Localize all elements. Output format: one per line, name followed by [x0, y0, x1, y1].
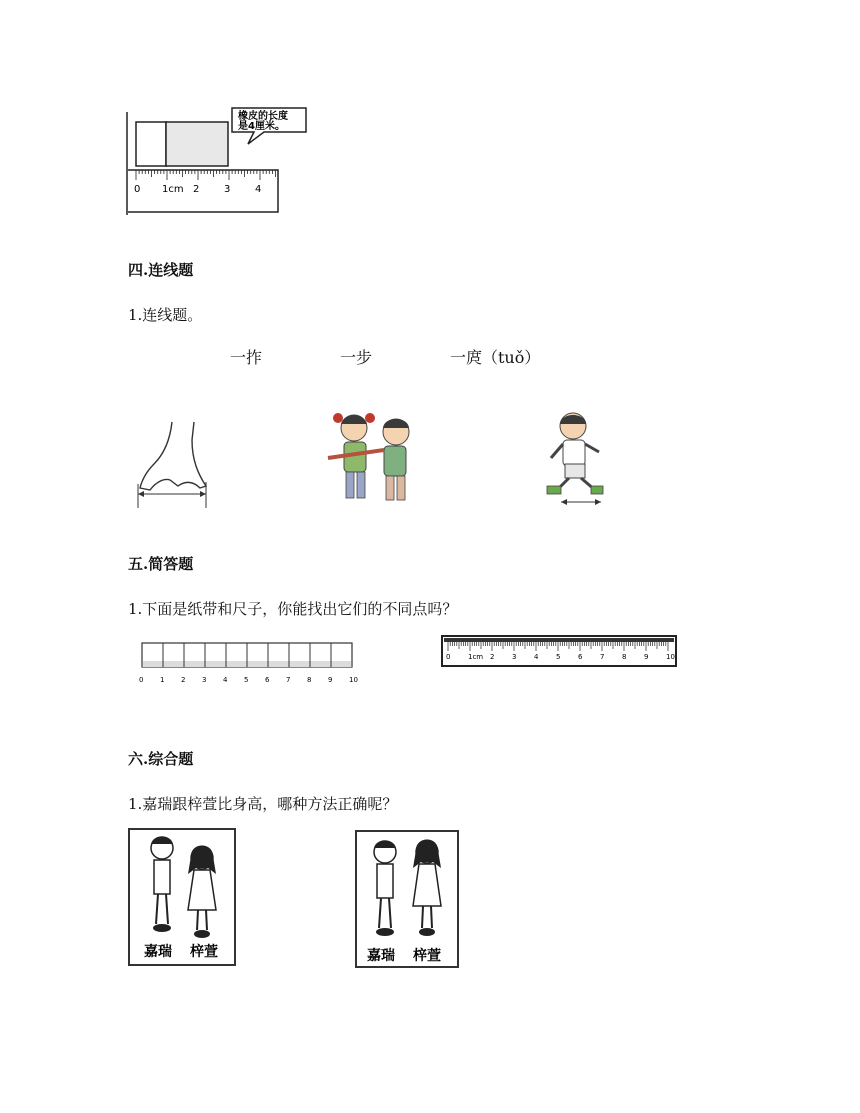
name-girl-b: 梓萱 — [413, 948, 441, 964]
eraser-ruler-figure — [124, 100, 314, 220]
strip-label: 3 — [202, 676, 207, 684]
height-compare-method-b — [355, 830, 461, 970]
name-boy-a: 嘉瑞 — [144, 944, 172, 960]
hand-span-picture — [134, 420, 214, 510]
section5-question: 1.下面是纸带和尺子，你能找出它们的不同点吗？ — [128, 600, 458, 618]
section6-question: 1.嘉瑞跟梓萱比身高，哪种方法正确呢？ — [128, 795, 398, 813]
name-girl-a: 梓萱 — [190, 944, 218, 960]
ruler-label: 8 — [622, 653, 627, 661]
section5-heading: 五.简答题 — [128, 555, 194, 573]
ruler-figure — [440, 634, 680, 670]
section6-heading: 六.综合题 — [128, 750, 194, 768]
eraser-left-part — [136, 122, 166, 166]
unit-tuo: 一庹（tuǒ） — [450, 348, 541, 367]
speech-text-1: 橡皮的长度 — [238, 111, 288, 122]
ruler-label-1cm: 1cm — [162, 184, 184, 195]
height-compare-method-a — [128, 828, 238, 968]
strip-label: 0 — [139, 676, 144, 684]
strip-label: 9 — [328, 676, 333, 684]
section4-question: 1.连线题。 — [128, 306, 203, 324]
eraser-right-part — [166, 122, 228, 166]
ruler-label: 2 — [490, 653, 495, 661]
ruler-label: 1cm — [468, 653, 484, 661]
strip-label: 7 — [286, 676, 291, 684]
ruler-label: 9 — [644, 653, 649, 661]
ruler-label: 3 — [512, 653, 517, 661]
ruler-label-3: 3 — [224, 184, 231, 195]
ruler-label: 5 — [556, 653, 561, 661]
ruler-ticks — [136, 170, 276, 180]
ruler-label: 4 — [534, 653, 539, 661]
strip-label: 4 — [223, 676, 228, 684]
ruler-label-4: 4 — [255, 184, 262, 195]
paper-strip-figure — [134, 640, 368, 686]
ruler-label-2: 2 — [193, 184, 200, 195]
speech-text-2: 是4厘米。 — [238, 121, 285, 132]
strip-label: 5 — [244, 676, 249, 684]
strip-label: 8 — [307, 676, 312, 684]
ruler-label: 10 — [666, 653, 675, 661]
arm-span-picture — [326, 406, 426, 506]
ruler-label: 0 — [446, 653, 451, 661]
walking-step-picture — [545, 408, 607, 506]
name-boy-b: 嘉瑞 — [367, 948, 395, 964]
ruler-label: 7 — [600, 653, 605, 661]
ruler-label-0: 0 — [134, 184, 141, 195]
section4-heading: 四.连线题 — [128, 261, 194, 279]
strip-label: 10 — [349, 676, 358, 684]
strip-label: 6 — [265, 676, 270, 684]
unit-bu: 一步 — [340, 348, 373, 367]
ruler-label: 6 — [578, 653, 583, 661]
strip-label: 2 — [181, 676, 186, 684]
strip-label: 1 — [160, 676, 165, 684]
unit-zha: 一拃 — [230, 348, 263, 367]
